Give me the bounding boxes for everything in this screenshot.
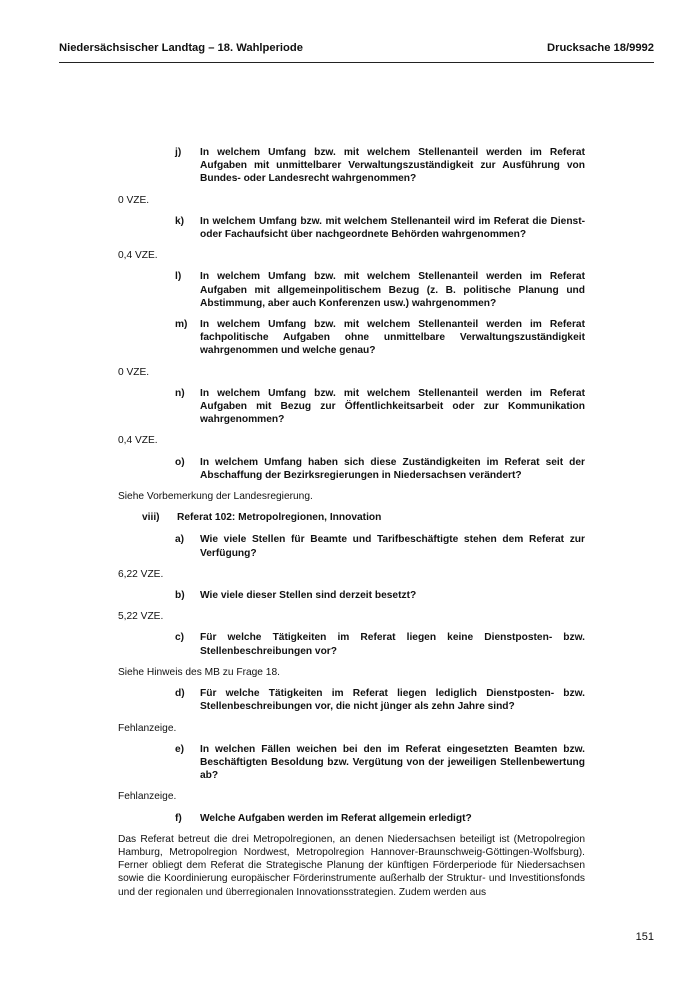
question-text: In welchem Umfang bzw. mit welchem Stellenanteil werden im Referat fachpolitische Aufgaben ohne unmittelbare Verwaltungszuständigkeit wahrgenommen und welche genau? <box>200 319 585 357</box>
header-title: Niedersächsischer Landtag – 18. Wahlperiode <box>59 42 303 54</box>
question-text: In welchem Umfang bzw. mit welchem Stellenanteil wird im Referat die Dienst- oder Fachaufsicht über nachgeordnete Behörden wahrgenommen? <box>200 215 585 241</box>
question-text: Für welche Tätigkeiten im Referat liegen keine Dienstposten- bzw. Stellenbeschreibungen vor? <box>200 632 585 657</box>
question-label: n) <box>175 387 185 399</box>
page-number: 151 <box>635 931 654 943</box>
question-label: b) <box>175 590 185 602</box>
answer-text: Das Referat betreut die drei Metropolregionen, an denen Niedersachsen beteiligt ist (Metropolregion Hamburg, Metropolregion Nordwest, Metropolregion Hannover-Braunschweig-Göttingen-Wolfsburg). Ferner obliegt dem Referat die Strategische Planung der künftigen Förderperiode für Niedersachsen sowie die Koordinierung europäischer Förderinstrumente außerhalb der Struktur- und Investitionsfonds und der regionalen und überregionalen Innovationsstrategien. Zudem werden aus <box>118 833 585 898</box>
question-label: j) <box>175 147 182 158</box>
question-label: d) <box>175 688 185 700</box>
question <box>118 146 585 186</box>
question <box>118 812 585 825</box>
question-text: Wie viele Stellen für Beamte und Tarifbeschäftigte stehen dem Referat zur Verfügung? <box>200 534 585 559</box>
section-title: Referat 102: Metropolregionen, Innovation <box>177 512 382 524</box>
question <box>118 743 585 783</box>
answer-text: 5,22 VZE. <box>118 611 164 623</box>
question <box>118 456 585 482</box>
answer-text: 0,4 VZE. <box>118 250 158 262</box>
section-number: viii) <box>142 512 160 524</box>
document-number: Drucksache 18/9992 <box>547 42 654 54</box>
answer-text: Fehlanzeige. <box>118 791 177 803</box>
question <box>118 387 585 427</box>
question-text: In welchen Fällen weichen bei den im Referat eingesetzten Beamten bzw. Beschäftigten Besoldung bzw. Vergütung von der jeweiligen Stellenbewertung ab? <box>200 743 585 782</box>
question-text: Für welche Tätigkeiten im Referat liegen lediglich Dienstposten- bzw. Stellenbeschreibungen vor, die nicht jünger als zehn Jahre sind? <box>200 688 585 713</box>
section-heading <box>118 511 585 524</box>
question-text: In welchem Umfang haben sich diese Zuständigkeiten im Referat seit der Abschaffung der Bezirksregierungen in Niedersachsen verändert? <box>200 456 585 481</box>
question <box>118 533 585 559</box>
question <box>118 270 585 310</box>
page-header <box>59 38 654 63</box>
question-text: In welchem Umfang bzw. mit welchem Stellenanteil werden im Referat Aufgaben mit unmittelbarer Verwaltungszuständigkeit zur Ausführung von Bundes- oder Landesrecht wahrgenommen? <box>200 147 585 185</box>
answer-text: 6,22 VZE. <box>118 568 164 580</box>
question <box>118 318 585 358</box>
question-label: e) <box>175 743 185 755</box>
answer-text: 0,4 VZE. <box>118 435 158 447</box>
answer-text: 0 VZE. <box>118 366 150 378</box>
question-text: Welche Aufgaben werden im Referat allgemein erledigt? <box>200 812 472 824</box>
question <box>118 687 585 713</box>
answer-text: Fehlanzeige. <box>118 722 177 734</box>
question-label: k) <box>175 215 185 227</box>
answer-text: Siehe Hinweis des MB zu Frage 18. <box>118 666 280 678</box>
question-label: l) <box>175 271 182 283</box>
question <box>118 215 585 241</box>
document-body <box>118 146 585 907</box>
question-text: In welchem Umfang bzw. mit welchem Stellenanteil werden im Referat Aufgaben mit allgemeinpolitischem Bezug (z. B. politische Planung und Abstimmung, aber auch Konferenzen usw.) wahrgenommen? <box>200 271 585 309</box>
question-label: m) <box>175 319 188 331</box>
question-label: a) <box>175 534 185 546</box>
answer-text: Siehe Vorbemerkung der Landesregierung. <box>118 491 313 503</box>
question-text: Wie viele dieser Stellen sind derzeit besetzt? <box>200 590 417 602</box>
question <box>118 589 585 602</box>
question-label: f) <box>175 812 182 824</box>
answer-text: 0 VZE. <box>118 194 150 206</box>
question <box>118 631 585 657</box>
question-label: c) <box>175 632 185 644</box>
question-text: In welchem Umfang bzw. mit welchem Stellenanteil werden im Referat Aufgaben mit Bezug zur Öffentlichkeitsarbeit oder zur Kommunikation wahrgenommen? <box>200 387 585 426</box>
question-label: o) <box>175 456 185 468</box>
